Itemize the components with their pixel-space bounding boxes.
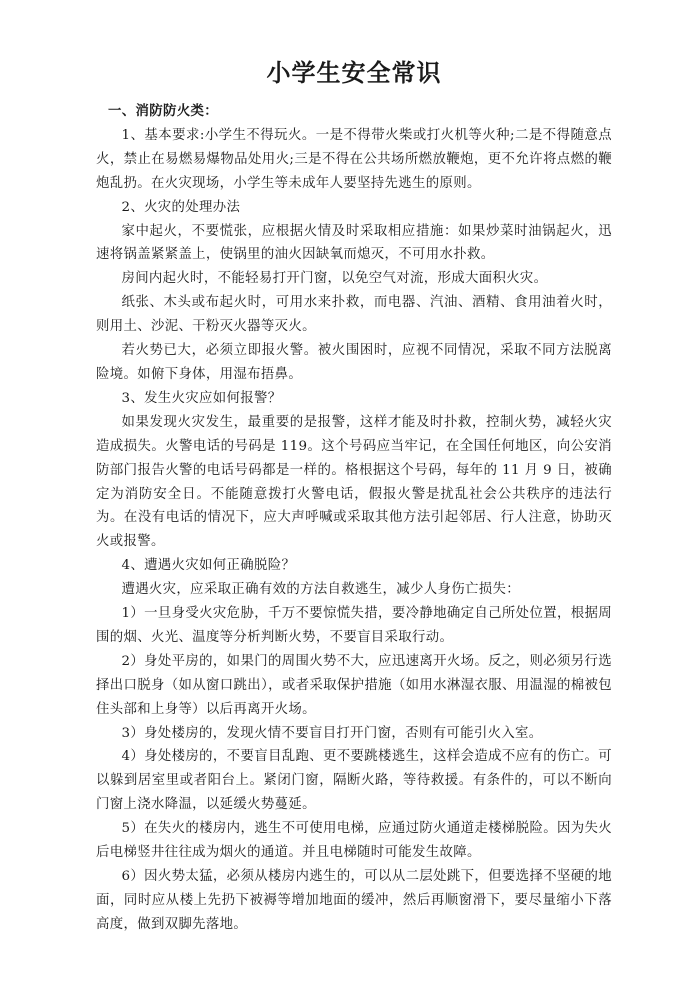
paragraph: 家中起火，不要慌张，应根据火情及时采取相应措施：如果炒菜时油锅起火，迅速将锅盖紧紧盖上，使锅里的油火因缺氧而熄灭，不可用水扑救。	[96, 223, 612, 263]
paragraph: 2、火灾的处理办法	[121, 199, 241, 215]
paragraph: 房间内起火时，不能轻易打开门窗，以免空气对流，形成大面积火灾。	[121, 271, 548, 287]
paragraph: 2）身处平房的，如果门的周围火势不大，应迅速离开火场。反之，则必须另行选择出口脱身（如从窗口跳出），或者采取保护措施（如用水淋湿衣服、用温湿的棉被包住头部和上身等）以后再离开火场。	[96, 653, 612, 717]
paragraph: 3）身处楼房的，发现火情不要盲目打开门窗，否则有可能引火入室。	[121, 725, 543, 741]
paragraph: 4）身处楼房的，不要盲目乱跑、更不要跳楼逃生，这样会造成不应有的伤亡。可以躲到居室里或者阳台上。紧闭门窗，隔断火路，等待救援。有条件的，可以不断向门窗上浇水降温，以延缓火势蔓延。	[96, 749, 612, 813]
paragraph: 4、遭遇火灾如何正确脱险？	[121, 558, 296, 574]
paragraph: 6）因火势太猛，必须从楼房内逃生的，可以从二层处跳下，但要选择不坚硬的地面，同时应从楼上先扔下被褥等增加地面的缓冲，然后再顺窗滑下，要尽量缩小下落高度，做到双脚先落地。	[96, 869, 612, 932]
paragraph: 如果发现火灾发生，最重要的是报警，这样才能及时扑救，控制火势，减轻火灾造成损失。火警电话的号码是 119。这个号码应当牢记，在全国任何地区，向公安消防部门报告火警的电话号码都是一样的。格根据这个号码，每年的 11 月 9 日，被确定为消防安全日。不能随意拨打火警电话，假报火警是扰乱社会公共秩序的违法行为。在没有电话的情况下，应大声呼喊或采取其他方法引起邻居、行人注意，协助灭火或报警。	[96, 414, 612, 550]
paragraph: 遭遇火灾，应采取正确有效的方法自救逃生，减少人身伤亡损失：	[121, 582, 520, 598]
paragraph: 5）在失火的楼房内，逃生不可使用电梯，应通过防火通道走楼梯脱险。因为失火后电梯竖井往往成为烟火的通道。并且电梯随时可能发生故障。	[96, 821, 612, 861]
section-heading: 一、消防防火类：	[108, 103, 218, 119]
paragraph: 纸张、木头或布起火时，可用水来扑救，而电器、汽油、酒精、食用油着火时，则用土、沙泥、干粉灭火器等灭火。	[96, 295, 612, 335]
paragraph: 若火势已大，必须立即报火警。被火围困时，应视不同情况，采取不同方法脱离险境。如俯下身体，用湿布捂鼻。	[96, 343, 612, 382]
paragraph: 3、发生火灾应如何报警？	[121, 390, 282, 406]
paragraph: 1）一旦身受火灾危胁，千万不要惊慌失措，要冷静地确定自己所处位置，根据周围的烟、火光、温度等分析判断火势，不要盲目采取行动。	[96, 606, 612, 645]
page-title: 小学生安全常识	[266, 59, 442, 87]
paragraph: 1、基本要求:小学生不得玩火。一是不得带火柴或打火机等火种;二是不得随意点火，禁止在易燃易爆物品处用火;三是不得在公共场所燃放鞭炮，更不允许将点燃的鞭炮乱扔。在火灾现场，小学生等未成年人要坚持先逃生的原则。	[96, 127, 612, 191]
